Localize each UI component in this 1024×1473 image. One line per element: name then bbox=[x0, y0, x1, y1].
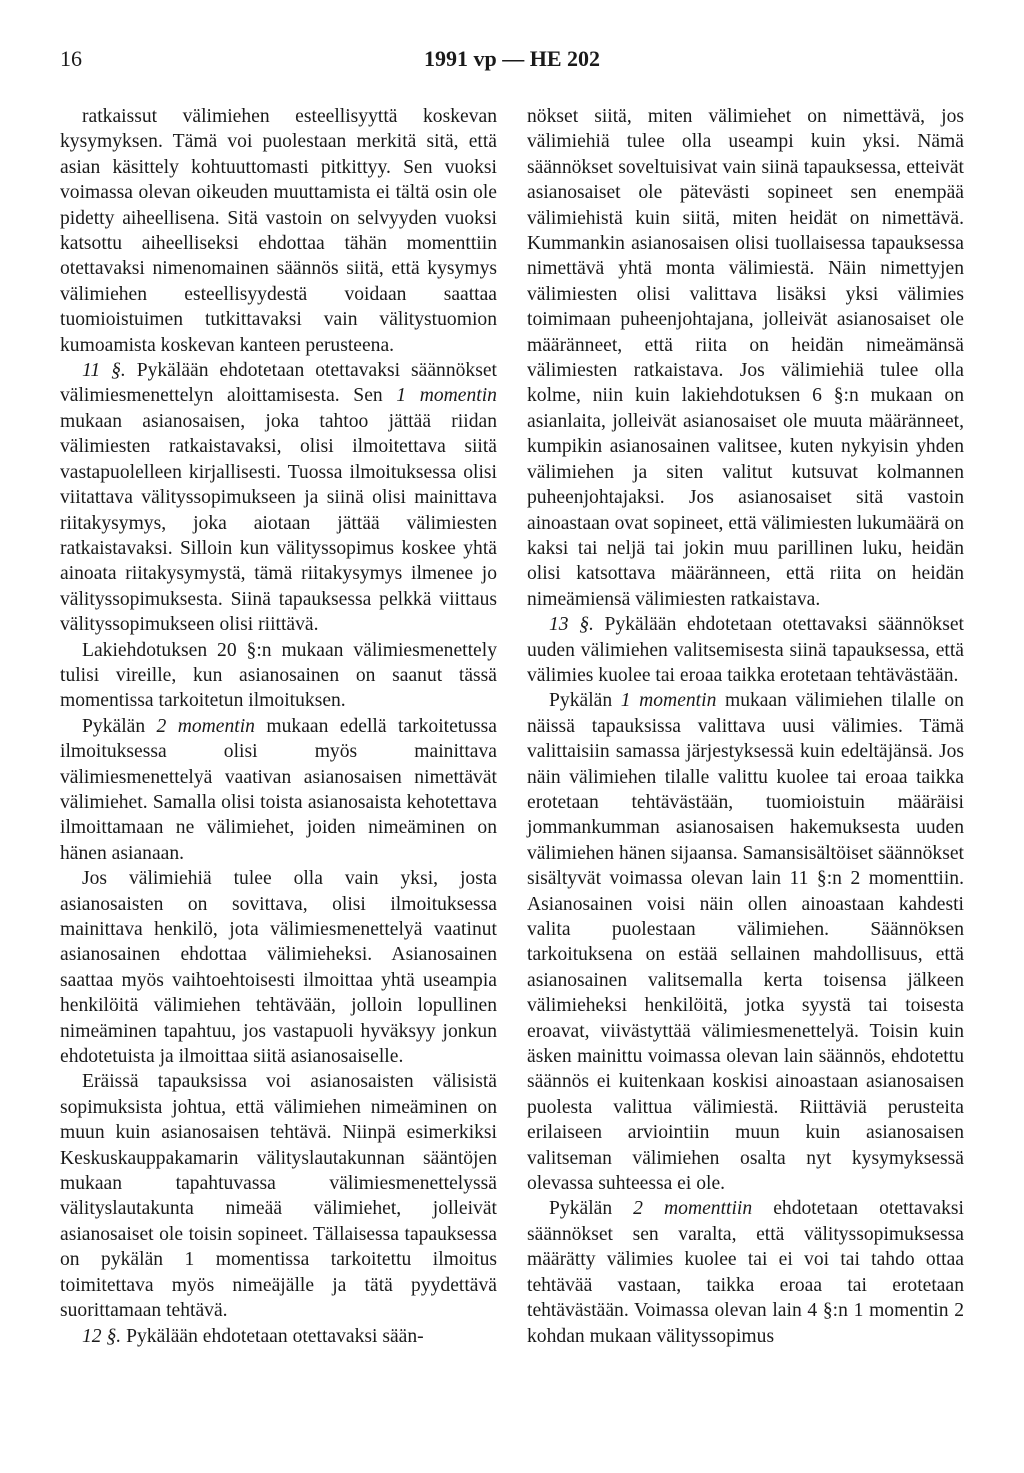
section-ref-11: 11 §. bbox=[82, 360, 126, 382]
right-column bbox=[527, 104, 964, 1349]
paragraph bbox=[527, 1196, 964, 1348]
moment-ref: 2 momenttiin bbox=[633, 1198, 753, 1220]
paragraph-text: Pykälän bbox=[82, 715, 157, 737]
moment-ref: 2 momentin bbox=[156, 715, 255, 737]
paragraph-text: Pykälään ehdotetaan otettavaksi sään- bbox=[121, 1325, 424, 1347]
paragraph-text: Pykälään ehdotetaan otettavaksi säännökset välimiesmenettelyn aloittamisesta. Sen bbox=[60, 360, 497, 407]
paragraph-text: Pykälään ehdotetaan otettavaksi säännökset uuden välimiehen valitsemisesta siinä tapauksessa, että välimies kuolee tai eroaa taikka erotetaan tehtävästään. bbox=[527, 614, 964, 686]
paragraph bbox=[60, 638, 497, 714]
moment-ref: 1 momentin bbox=[396, 385, 497, 407]
paragraph bbox=[527, 688, 964, 1196]
paragraph-text: Pykälän bbox=[549, 1198, 634, 1220]
paragraph-text: Lakiehdotuksen 20 §:n mukaan välimiesmenettely tulisi vireille, kun asianosainen on saanut tässä momentissa tarkoitetun ilmoituksen. bbox=[60, 639, 497, 712]
paragraph bbox=[60, 866, 497, 1069]
moment-ref: 1 momentin bbox=[620, 690, 717, 712]
paragraph bbox=[60, 1069, 497, 1323]
paragraph-text: mukaan edellä tarkoitetussa ilmoituksessa olisi myös mainittava välimiesmenettelyä vaativan asianosaisen nimettävät välimiehet. Samalla olisi toista asianosaista kehotettava ilmoittamaan ne välimiehet, joiden nimeäminen on hänen asianaan. bbox=[60, 715, 497, 864]
paragraph-text: Jos välimiehiä tulee olla vain yksi, josta asianosaisten on sovittava, olisi ilmoituksessa mainittava henkilö, jota välimiesmenettelyä vaatinut asianosainen ehdottaa välimieheksi. Asianosainen saattaa myös vaihtoehtoisesti ilmoittaa yhtä useampia henkilöitä välimiehen tehtävään, jolloin lopullinen nimeäminen tapahtuu, jos vastapuoli hyväksyy jonkun ehdotetuista ja ilmoittaa siitä asianosaiselle. bbox=[60, 868, 497, 1068]
paragraph-text: ratkaissut välimiehen esteellisyyttä koskevan kysymyksen. Tämä voi puolestaan merkitä sitä, että asian käsittely kohtuuttomasti pitkittyy. Sen vuoksi voimassa olevan oikeuden muuttamista ei tältä osin ole pidetty aiheellisena. Sitä vastoin on selvyyden vuoksi katsottu aiheelliseksi ehdottaa tähän momenttiin otettavaksi nimenomainen säännös siitä, että kysymys välimiehen esteellisyydestä voidaan saattaa tuomioistuimen tutkittavaksi vain välitystuomion kumoamista koskevan kanteen perusteena. bbox=[60, 106, 497, 356]
section-ref-12: 12 §. bbox=[82, 1325, 122, 1347]
paragraph bbox=[527, 612, 964, 688]
paragraph bbox=[60, 1324, 497, 1349]
page-number: 16 bbox=[60, 46, 82, 71]
paragraph-text: Pykälän bbox=[549, 690, 621, 712]
left-column bbox=[60, 104, 497, 1349]
paragraph bbox=[60, 104, 497, 358]
paragraph-text: mukaan asianosaisen, joka tahtoo jättää riidan välimiesten ratkaistavaksi, olisi ilmoitettava siitä vastapuolelleen kirjallisesti. Tuossa ilmoituksessa olisi viitattava välityssopimukseen ja siinä olisi mainittava riitakysymys, joka aiotaan jättää välimiesten ratkaistavaksi. Silloin kun välityssopimus koskee yhtä ainoata riitakysymystä, tämä riitakysymys ilmenee jo välityssopimuksesta. Siinä tapauksessa pelkkä viittaus välityssopimukseen olisi riittävä. bbox=[60, 410, 497, 636]
section-ref-13: 13 §. bbox=[549, 614, 594, 636]
paragraph-continued bbox=[527, 104, 964, 612]
paragraph-text: ehdotetaan otettavaksi säännökset sen varalta, että välityssopimuksessa määrätty välimies kuolee tai ei voi tai tahdo ottaa tehtävää vastaan, taikka eroaa tai erotetaan tehtävästään. Voimassa olevan lain 4 §:n 1 momentin 2 kohdan mukaan välityssopimus bbox=[527, 1198, 964, 1347]
running-head: 1991 vp — HE 202 bbox=[423, 46, 601, 71]
paragraph-text: Eräissä tapauksissa voi asianosaisten välisistä sopimuksista johtua, että välimiehen nimeäminen on muun kuin asianosaisen tehtävä. Niinpä esimerkiksi Keskuskauppakamarin välityslautakunnan sääntöjen mukaan tapahtuvassa välimiesmenettelyssä välityslautakunta nimeää välimiehet, jolleivät asianosaiset ole toisin sopineet. Tällaisessa tapauksessa on pykälän 1 momentissa tarkoitettu ilmoitus toimitettava myös nimeäjälle ja tätä pyydettävä suorittamaan tehtävä. bbox=[60, 1071, 497, 1322]
paragraph-text: mukaan välimiehen tilalle on näissä tapauksissa valittava uusi välimies. Tämä valittaisiin samassa järjestyksessä kuin edeltäjänsä. Jos näin välimiehen tilalle valittu kuolee tai eroaa taikka erotetaan tehtävästään, tuomioistuin määräisi jommankumman asianosaisen hakemuksesta uuden välimiehen hänen sijaansa. Samansisältöiset säännökset sisältyvät voimassa olevan lain 11 §:n 2 momenttiin. Asianosainen voisi näin ollen ainoastaan kahdesti valita puolestaan välimiehen. Säännöksen tarkoituksena on estää sellainen mahdollisuus, että asianosainen valitsemalla kerta toisensa jälkeen välimieheksi henkilöitä, jotka syystä tai toisesta eroavat, viivästyttää välimiesmenettelyä. Toisin kuin äsken mainittu voimassa olevan lain säännös, ehdotettu säännös ei kuitenkaan koskisi ainoastaan asianosaisen puolesta valittua välimiestä. Riittäviä perusteita erilaiseen arviointiin muun kuin asianosaisen valitseman välimiehen osalta nyt kysymyksessä olevassa suhteessa ei ole. bbox=[527, 690, 964, 1195]
paragraph-text: nökset siitä, miten välimiehet on nimettävä, jos välimiehiä tulee olla useampi kuin yksi. Nämä säännökset soveltuisivat vain siinä tapauksessa, etteivät asianosaiset ole pätevästi sopineet sen enempää välimiehistä kuin siitä, miten heidät on nimettävä. Kummankin asianosaisen olisi tuollaisessa tapauksessa nimettävä yhtä monta välimiestä. Näin nimettyjen välimiesten olisi valittava lisäksi yksi välimies toimimaan puheenjohtajana, jolleivät asianosaiset ole määränneet, että riita on heidän nimeämänsä välimiesten ratkaistava. Jos välimiehiä tulee olla kolme, niin kuin lakiehdotuksen 6 §:n mukaan on asianlaita, jolleivät asianosaiset ole muuta määränneet, kumpikin asianosainen valitsee, kuten nykyisin yhden välimiehen ja siten valitut kutsuvat kolmannen puheenjohtajaksi. Jos asianosaiset sitä vastoin ainoastaan ovat sopineet, että välimiesten lukumäärä on kaksi tai neljä tai jokin muu parillinen luku, heidän olisi katsottava määränneen, että riita on heidän nimeämiensä välimiesten ratkaistava. bbox=[527, 106, 964, 610]
paragraph bbox=[60, 358, 497, 637]
paragraph bbox=[60, 714, 497, 866]
